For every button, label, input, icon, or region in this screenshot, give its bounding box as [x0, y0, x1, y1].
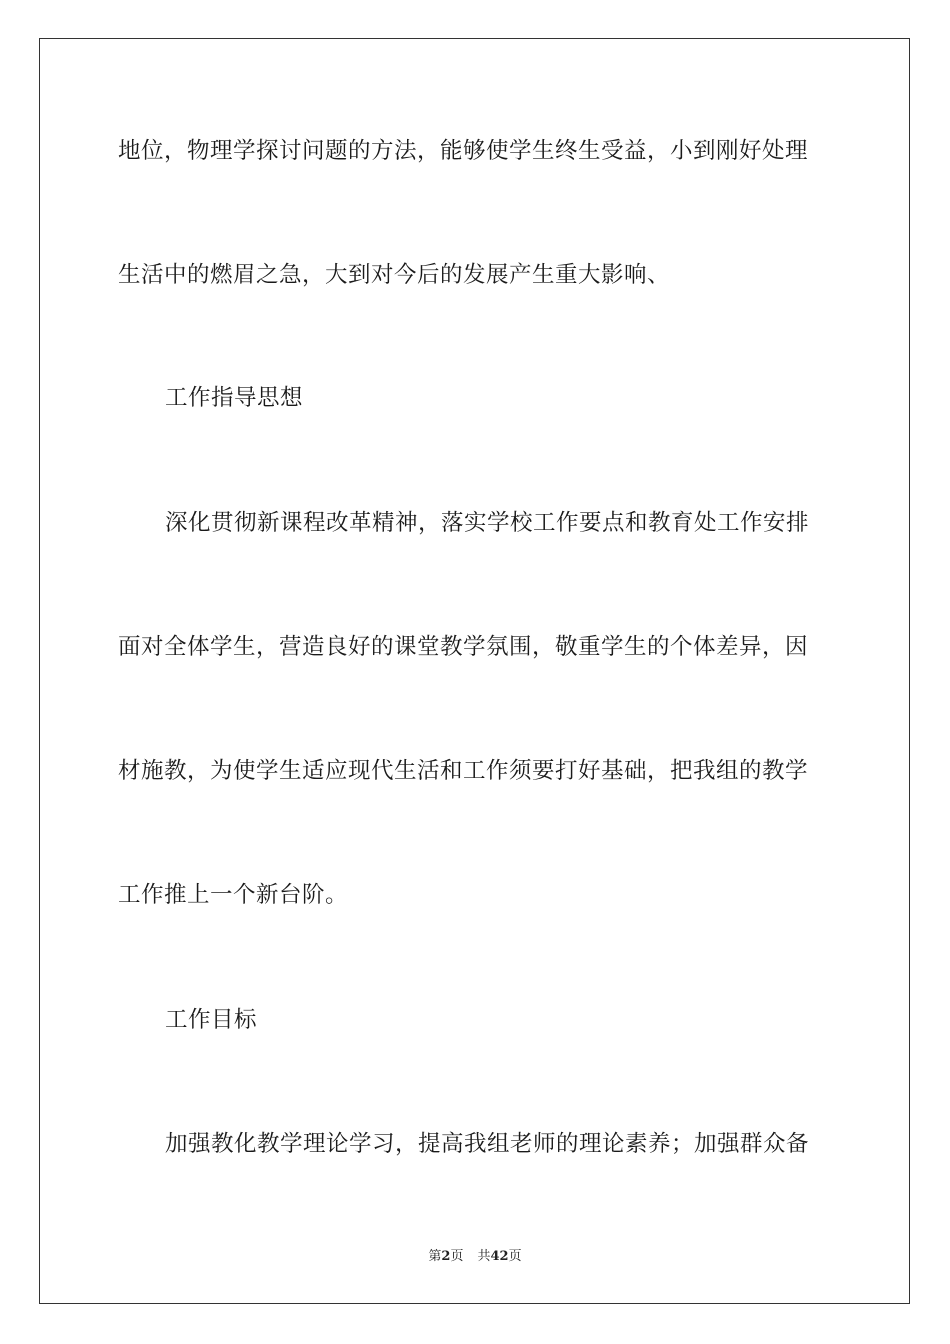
- footer-total-pages: 42: [490, 1249, 509, 1264]
- body-line-7: 工作推上一个新台阶。: [118, 882, 349, 908]
- page-border: [39, 38, 910, 1304]
- page-footer: [0, 1249, 950, 1265]
- body-line-1: 地位，物理学探讨问题的方法，能够使学生终生受益，小到刚好处理: [118, 138, 809, 164]
- body-line-4: 深化贯彻新课程改革精神，落实学校工作要点和教育处工作安排: [165, 510, 810, 536]
- footer-total-prefix: 共: [477, 1249, 491, 1264]
- section-heading-work-goals: 工作目标: [165, 1007, 258, 1033]
- footer-total-suffix: 页: [508, 1249, 522, 1264]
- body-line-2: 生活中的燃眉之急，大到对今后的发展产生重大影响、: [118, 262, 671, 288]
- section-heading-guiding-thought: 工作指导思想: [165, 385, 304, 411]
- footer-page-number: 2: [441, 1249, 451, 1264]
- body-line-5: 面对全体学生，营造良好的课堂教学氛围，敬重学生的个体差异，因: [118, 634, 809, 660]
- footer-page-prefix: 第: [428, 1249, 442, 1264]
- body-line-9: 加强教化教学理论学习，提高我组老师的理论素养；加强群众备: [165, 1131, 810, 1157]
- footer-page-suffix: 页: [450, 1249, 464, 1264]
- body-line-6: 材施教，为使学生适应现代生活和工作须要打好基础，把我组的教学: [118, 758, 809, 784]
